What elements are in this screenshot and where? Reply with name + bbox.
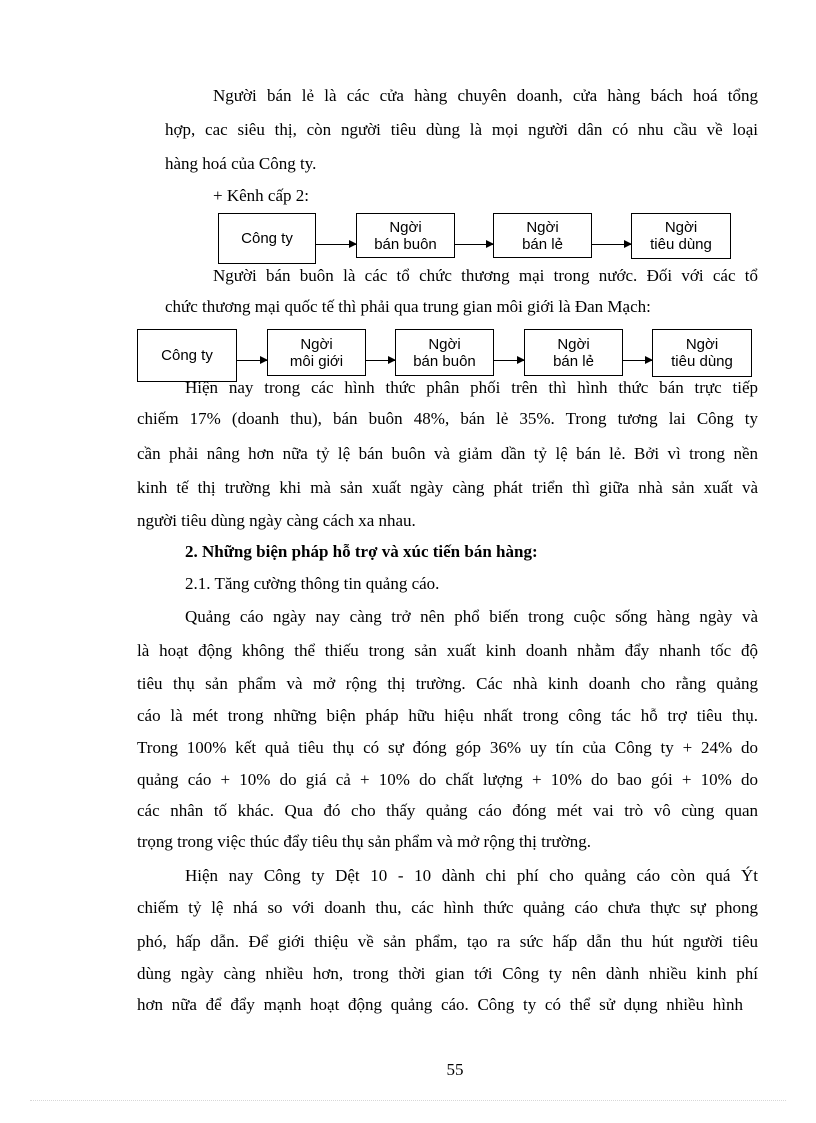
diagram2-arrow-2 <box>366 360 395 361</box>
box-line1: Ngời <box>428 335 461 353</box>
box-line2: môi giới <box>289 352 344 370</box>
diagram2-box-moi-gioi <box>267 329 366 376</box>
section-heading-2-1: 2.1. Tăng cường thông tin quảng cáo. <box>185 574 440 593</box>
para1-line-1: Người bán lẻ là các cửa hàng chuyên doanh, cửa hàng bách hoá tổng <box>213 86 758 105</box>
diagram1-box-tieu-dung <box>631 213 731 259</box>
para2-line-2: chức thương mại quốc tế thì phải qua trung gian môi giới là Đan Mạch: <box>165 297 651 316</box>
box-line2: tiêu dùng <box>671 353 733 370</box>
para5-line-2: chiếm tỷ lệ nhá so với doanh thu, các hình thức quảng cáo chưa thực sự phong <box>137 898 758 917</box>
box-line1: Ngời <box>389 218 422 236</box>
diagram1-arrow-3 <box>592 244 631 245</box>
para4-line-3: tiêu thụ sản phẩm và mở rộng thị trường. Các nhà kinh doanh cho rằng quảng <box>137 674 758 693</box>
para3-line-4: kinh tế thị trường khi mà sản xuất ngày càng phát triển thì giữa nhà sản xuất và <box>137 478 758 497</box>
para4-line-1: Quảng cáo ngày nay càng trở nên phổ biến trong cuộc sống hàng ngày và <box>185 607 758 626</box>
box-line2: bán lẻ <box>522 235 563 253</box>
diagram2-box-ban-le <box>524 329 623 376</box>
box-line2: bán buôn <box>413 352 476 370</box>
diagram2-box-ban-buon <box>395 329 494 376</box>
para5-line-5: hơn nữa để đẩy mạnh hoạt động quảng cáo. Công ty có thể sử dụng nhiều hình <box>137 995 743 1014</box>
para4-line-6: quảng cáo + 10% do giá cả + 10% do chất lượng + 10% do bao gói + 10% do <box>137 770 758 789</box>
para5-line-3: phó, hấp dẫn. Để giới thiệu về sản phẩm, tạo ra sức hấp dẫn thu hút người tiêu <box>137 932 758 951</box>
para4-line-4: cáo là mét trong những biện pháp hữu hiệu nhất trong công tác hỗ trợ tiêu thụ. <box>137 706 758 725</box>
box-line1: Công ty <box>241 230 293 247</box>
diagram2-arrow-4 <box>623 360 652 361</box>
para1-line-3: hàng hoá của Công ty. <box>165 154 317 173</box>
para5-line-4: dùng ngày càng nhiều hơn, trong thời gian tới Công ty nên dành nhiều kinh phí <box>137 964 758 983</box>
diagram1-box-cong-ty <box>218 213 316 264</box>
para3-line-2: chiếm 17% (doanh thu), bán buôn 48%, bán lẻ 35%. Trong tương lai Công ty <box>137 409 758 428</box>
diagram1-box-ban-buon <box>356 213 455 258</box>
diagram1-arrow-2 <box>455 244 493 245</box>
para4-line-5: Trong 100% kết quả tiêu thụ có sự đóng góp 36% uy tín của Công ty + 24% do <box>137 738 758 757</box>
diagram2-arrow-1 <box>237 360 267 361</box>
para1-line-2: hợp, cac siêu thị, còn người tiêu dùng là mọi người dân có nhu cầu về loại <box>165 120 758 139</box>
diagram2-arrow-3 <box>494 360 524 361</box>
box-line1: Ngời <box>526 218 559 236</box>
diagram1-box-ban-le <box>493 213 592 258</box>
box-line1: Ngời <box>557 335 590 353</box>
footer-divider <box>30 1100 786 1101</box>
box-line1: Công ty <box>161 347 213 364</box>
para3-line-3: cần phải nâng hơn nữa tỷ lệ bán buôn và giảm dần tỷ lệ bán lẻ. Bởi vì trong nền <box>137 444 758 463</box>
section-heading-2: 2. Những biện pháp hỗ trợ và xúc tiến bán hàng: <box>185 542 538 561</box>
box-line2: tiêu dùng <box>650 236 712 253</box>
box-line2: bán buôn <box>374 235 437 253</box>
para4-line-7: các nhân tố khác. Qua đó cho thấy quảng cáo đóng mét vai trò vô cùng quan <box>137 801 758 820</box>
box-line2: bán lẻ <box>553 352 594 370</box>
para5-line-1: Hiện nay Công ty Dệt 10 - 10 dành chi phí cho quảng cáo còn quá Ýt <box>185 866 758 885</box>
diagram2-box-tieu-dung <box>652 329 752 377</box>
para3-line-5: người tiêu dùng ngày càng cách xa nhau. <box>137 511 416 530</box>
para4-line-2: là hoạt động không thể thiếu trong sản xuất kinh doanh nhằm đẩy nhanh tốc độ <box>137 641 758 660</box>
box-line1: Ngời <box>685 336 719 353</box>
diagram1-arrow-1 <box>316 244 356 245</box>
box-line1: Ngời <box>664 219 698 236</box>
para3-line-1: Hiện nay trong các hình thức phân phối trên thì hình thức bán trực tiếp <box>185 378 758 397</box>
page-number: 55 <box>446 1060 464 1079</box>
para4-line-8: trọng trong việc thúc đẩy tiêu thụ sản phẩm và mở rộng thị trường. <box>137 832 591 851</box>
box-line1: Ngời <box>300 335 333 353</box>
kenh2-label: + Kênh cấp 2: <box>213 186 309 205</box>
para2-line-1: Người bán buôn là các tổ chức thương mại trong nước. Đối với các tổ <box>213 266 758 285</box>
diagram2-box-cong-ty <box>137 329 237 382</box>
